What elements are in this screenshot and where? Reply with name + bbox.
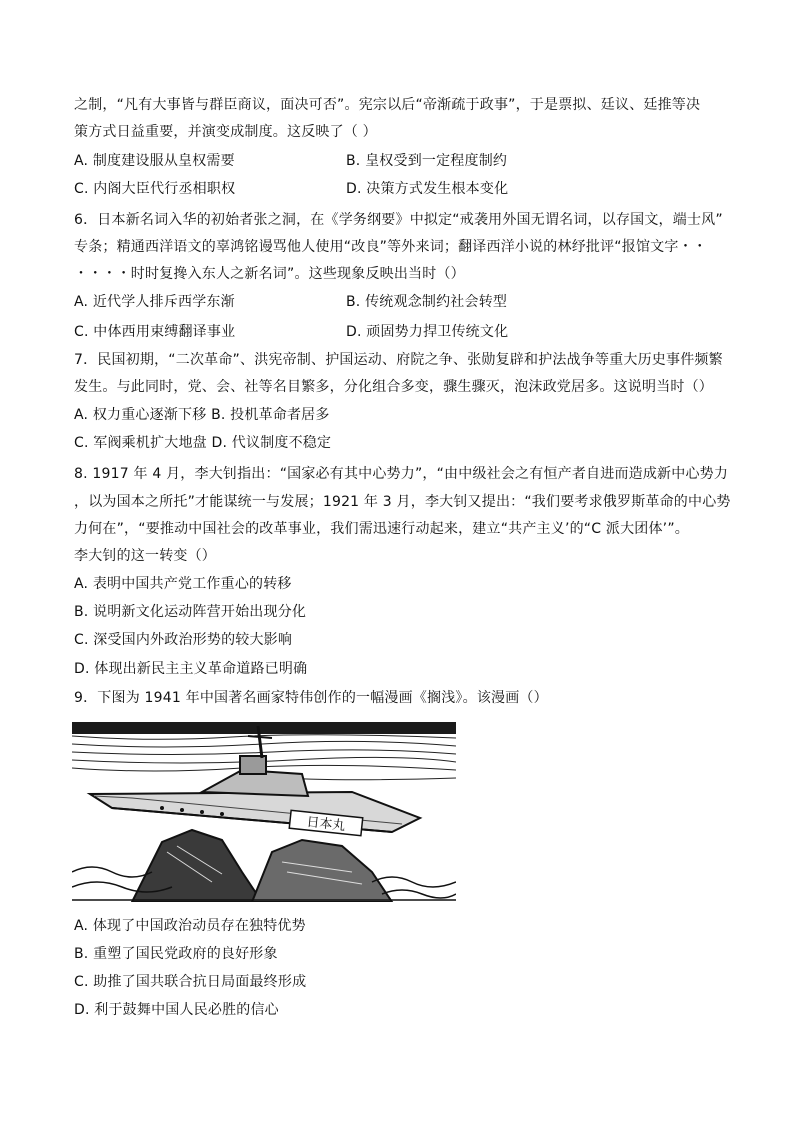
q5-stem-line-1: 之制，“凡有大事皆与群臣商议，面决可否”。宪宗以后“帝渐疏于政事”，于是票拟、廷议、廷推等决: [74, 97, 701, 113]
q9-option-c: C. 助推了国共联合抗日局面最终形成: [74, 974, 307, 990]
q8-option-b: B. 说明新文化运动阵营开始出现分化: [74, 604, 307, 620]
q6-stem-line-3: ・・・・时时复搀入东人之新名词”。这些现象反映出当时（）: [74, 266, 465, 282]
q7-stem-line-2: 发生。与此同时，党、会、社等名目繁多，分化组合多变，骤生骤灭，泡沫政党居多。这说明当时（）: [74, 379, 713, 395]
q5-option-d: D. 决策方式发生根本变化: [346, 181, 509, 197]
q8-stem-line-1: 8. 1917 年 4 月，李大钊指出：“国家必有其中心势力”，“由中级社会之有恒产者自进而造成新中心势力: [74, 466, 729, 482]
q5-stem-line-2: 策方式日益重要，并演变成制度。这反映了（ ）: [74, 124, 377, 140]
q6-option-a: A. 近代学人排斥西学东渐: [74, 294, 235, 310]
q8-stem-line-4: 李大钊的这一转变（）: [74, 548, 216, 564]
q8-option-c: C. 深受国内外政治形势的较大影响: [74, 632, 293, 648]
q9-option-d: D. 利于鼓舞中国人民必胜的信心: [74, 1002, 279, 1018]
q9-stem: 9．下图为 1941 年中国著名画家特伟创作的一幅漫画《搁浅》。该漫画（）: [74, 690, 548, 706]
q8-option-d: D. 体现出新民主主义革命道路已明确: [74, 661, 308, 677]
q6-stem-line-1: 6．日本新名词入华的初始者张之洞，在《学务纲要》中拟定“戒袭用外国无谓名词，以存国文，端士风”: [74, 212, 723, 228]
q8-stem-line-2: ，以为国本之所托”才能谋统一与发展；1921 年 3 月，李大钊又提出：“我们要考求俄罗斯革命的中心势: [74, 494, 731, 510]
q6-stem-line-2: 专条；精通西洋语文的辜鸿铭谩骂他人使用“改良”等外来词；翻译西洋小说的林纾批评“报馆文字・・: [74, 239, 707, 255]
ship-name-label: 日本丸: [305, 814, 347, 834]
q8-option-a: A. 表明中国共产党工作重心的转移: [74, 576, 292, 592]
q5-option-c: C. 内阁大臣代行丞相职权: [74, 181, 236, 197]
q5-option-b: B. 皇权受到一定程度制约: [346, 153, 508, 169]
q6-option-c: C. 中体西用束缚翻译事业: [74, 324, 236, 340]
q7-options-ab: A. 权力重心逐渐下移 B. 投机革命者居多: [74, 407, 330, 423]
q6-option-d: D. 顽固势力捍卫传统文化: [346, 324, 509, 340]
q5-option-a: A. 制度建设服从皇权需要: [74, 153, 235, 169]
q7-options-cd: C. 军阀乘机扩大地盘 D. 代议制度不稳定: [74, 435, 332, 451]
q9-option-b: B. 重塑了国民党政府的良好形象: [74, 946, 278, 962]
q8-stem-line-3: 力何在”，“要推动中国社会的改革事业，我们需迅速行动起来，建立“共产主义’的“C 派大团体’”。: [74, 521, 689, 537]
q7-stem-line-1: 7．民国初期，“二次革命”、洪宪帝制、护国运动、府院之争、张勋复辟和护法战争等重大历史事件频繁: [74, 352, 723, 368]
q6-option-b: B. 传统观念制约社会转型: [346, 294, 508, 310]
stranded-ship-cartoon: [72, 722, 456, 902]
q9-option-a: A. 体现了中国政治动员存在独特优势: [74, 918, 306, 934]
